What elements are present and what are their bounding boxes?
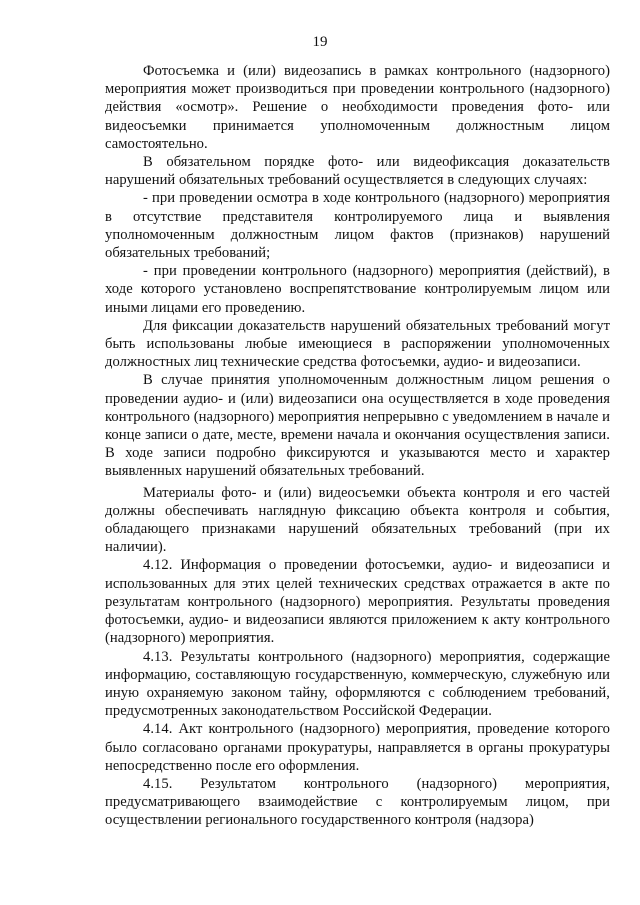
paragraph-4-12: 4.12. Информация о проведении фотосъемки, аудио- и видеозаписи и использованных для этих целей технических средствах отражается в акте по результатам контрольного (надзорного) мероприятия. Результаты проведения фотосъемки, аудио- и видеозаписи являются приложением к акту контрольного (надзорного) мероприятия. — [105, 557, 610, 647]
paragraph-technical-means: Для фиксации доказательств нарушений обязательных требований могут быть использованы любые имеющиеся в распоряжении уполномоченных должностных лиц технические средства фотосъемки, аудио- и видеозаписи. — [105, 317, 610, 371]
paragraph-4-13: 4.13. Результаты контрольного (надзорного) мероприятия, содержащие информацию, составляющую государственную, коммерческую, служебную или иную охраняемую законом тайну, оформляются с соблюдением требований, предусмотренных законодательством Российской Федерации. — [105, 648, 610, 720]
page-number: 19 — [312, 34, 328, 50]
document-body — [105, 62, 610, 830]
paragraph-audio-video-decision: В случае принятия уполномоченным должностным лицом решения о проведении аудио- и (или) видеозаписи она осуществляется в ходе проведения контрольного (надзорного) мероприятия непрерывно с уведомлением в начале и конце записи о дате, месте, времени начала и окончания осуществления записи. В ходе записи подробно фиксируются и указываются место и характер выявленных нарушений обязательных требований. — [105, 372, 610, 480]
paragraph-mandatory-fixation: В обязательном порядке фото- или видеофиксация доказательств нарушений обязательных требований осуществляется в следующих случаях: — [105, 154, 610, 189]
paragraph-photo-video-recording: Фотосъемка и (или) видеозапись в рамках контрольного (надзорного) мероприятия может производиться при проведении контрольного (надзорного) действия «осмотр». Решение о необходимости проведения фото- или видеосъемки принимается уполномоченным должностным лицом самостоятельно. — [105, 63, 610, 152]
paragraph-materials: Материалы фото- и (или) видеосъемки объекта контроля и его частей должны обеспечивать наглядную фиксацию объекта контроля и события, обладающего признаками нарушений обязательных требований (при их наличии). — [105, 484, 610, 556]
paragraph-4-15: 4.15. Результатом контрольного (надзорного) мероприятия, предусматривающего взаимодействие с контролируемым лицом, при осуществлении регионального государственного контроля (надзора) — [105, 775, 610, 829]
paragraph-4-14: 4.14. Акт контрольного (надзорного) мероприятия, проведение которого было согласовано органами прокуратуры, направляется в органы прокуратуры непосредственно после его оформления. — [105, 721, 610, 774]
list-item-inspection-absence: - при проведении осмотра в ходе контрольного (надзорного) мероприятия в отсутствие представителя контролируемого лица и выявления уполномоченным должностным лицом фактов (признаков) нарушений обязательных требований; — [105, 190, 610, 262]
list-item-obstruction: - при проведении контрольного (надзорного) мероприятия (действий), в ходе которого установлено воспрепятствование контролируемым лицом или иными лицами его проведению. — [105, 263, 610, 316]
